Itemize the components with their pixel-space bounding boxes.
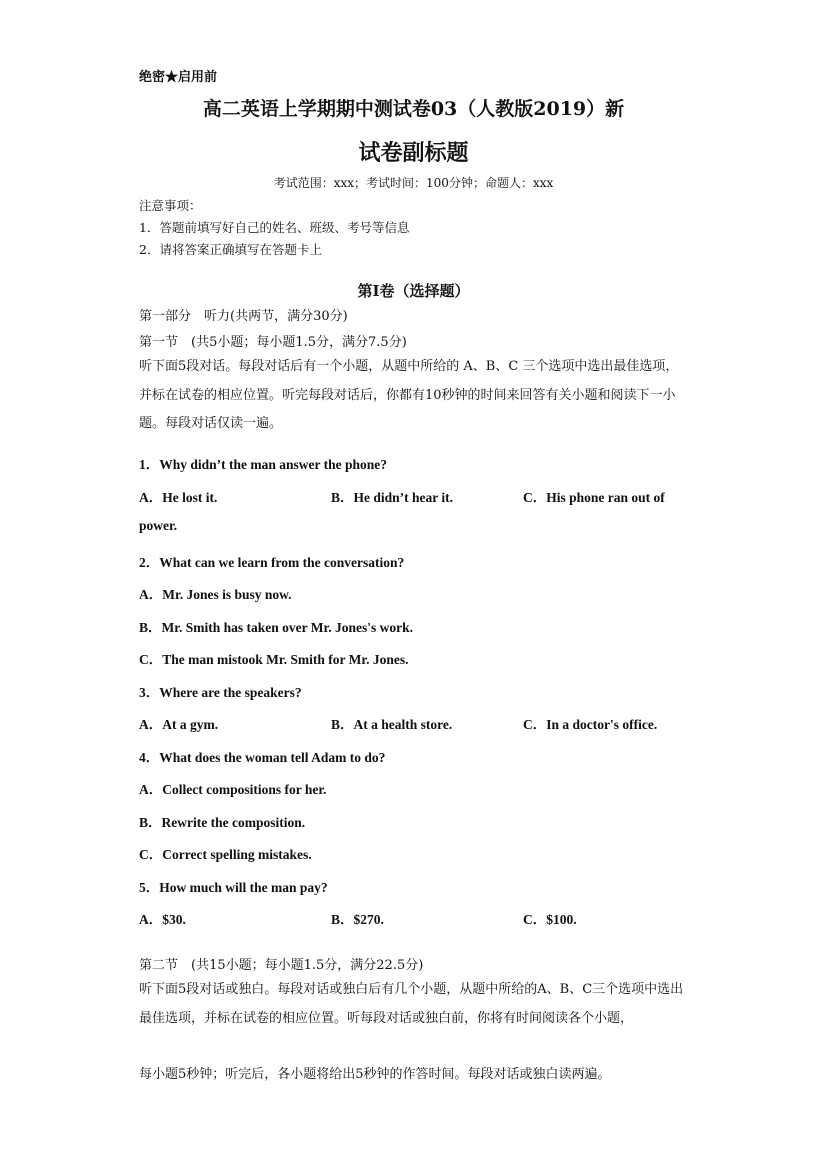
option-a: A．$30. [139, 912, 186, 927]
option-b: B．Mr. Smith has taken over Mr. Jones's work. [139, 620, 414, 635]
section1-instruction: 听下面5段对话。每段对话后有一个小题，从题中所给的 A、B、C 三个选项中选出最佳选项，并标在试卷的相应位置。听完每段对话后，你都有10秒钟的时间来回答有关小题和阅读下一小题。每段对话仅读一遍。 [139, 359, 679, 431]
page-title: 高二英语上学期期中测试卷03（人教版2019）新 [202, 98, 625, 120]
question-stem: 3．Where are the speakers? [139, 685, 302, 700]
option-c: C．$100. [523, 912, 577, 927]
option-b: B．$270. [331, 912, 384, 927]
part1-title: 第一部分 听力(共两节，满分30分) [139, 309, 348, 324]
option-c: C．In a doctor's office. [523, 717, 658, 732]
question-stem: 2．What can we learn from the conversation? [139, 555, 405, 570]
section2-instruction: 听下面5段对话或独白。每段对话或独白后有几个小题，从题中所给的A、B、C三个选项中选出最佳选项，并标在试卷的相应位置。听每段对话或独白前，你将有时间阅读各个小题， [139, 982, 684, 1026]
volume-heading: 第I卷（选择题） [357, 282, 470, 300]
notes-heading: 注意事项： [139, 198, 202, 213]
exam-info: 考试范围：xxx；考试时间：100分钟；命题人：xxx [273, 176, 554, 190]
notes-item: 1．答题前填写好自己的姓名、班级、考号等信息 [139, 220, 410, 235]
confidential-label: 绝密★启用前 [139, 70, 218, 85]
option-a: A．He lost it. [139, 490, 218, 505]
option-c-continued: power. [139, 518, 178, 533]
notes-item: 2．请将答案正确填写在答题卡上 [139, 242, 322, 257]
question-stem: 1．Why didn’t the man answer the phone? [139, 457, 388, 472]
section2-instruction-continued: 每小题5秒钟；听完后，各小题将给出5秒钟的作答时间。每段对话或独白读两遍。 [139, 1067, 611, 1082]
option-a: A．At a gym. [139, 717, 219, 732]
option-b: B．Rewrite the composition. [139, 815, 306, 830]
option-b: B．He didn’t hear it. [331, 490, 454, 505]
question-stem: 5．How much will the man pay? [139, 880, 328, 895]
question-stem: 4．What does the woman tell Adam to do? [139, 750, 386, 765]
option-a: A．Mr. Jones is busy now. [139, 587, 292, 602]
option-a: A．Collect compositions for her. [139, 782, 327, 797]
page-subtitle: 试卷副标题 [358, 140, 469, 166]
section1-title: 第一节 (共5小题；每小题1.5分，满分7.5分) [139, 335, 407, 350]
option-c: C．Correct spelling mistakes. [139, 847, 312, 862]
option-b: B．At a health store. [331, 717, 453, 732]
section2-title: 第二节 (共15小题；每小题1.5分，满分22.5分) [139, 958, 424, 973]
option-c: C．His phone ran out of [523, 490, 665, 505]
option-c: C．The man mistook Mr. Smith for Mr. Jones. [139, 652, 409, 667]
